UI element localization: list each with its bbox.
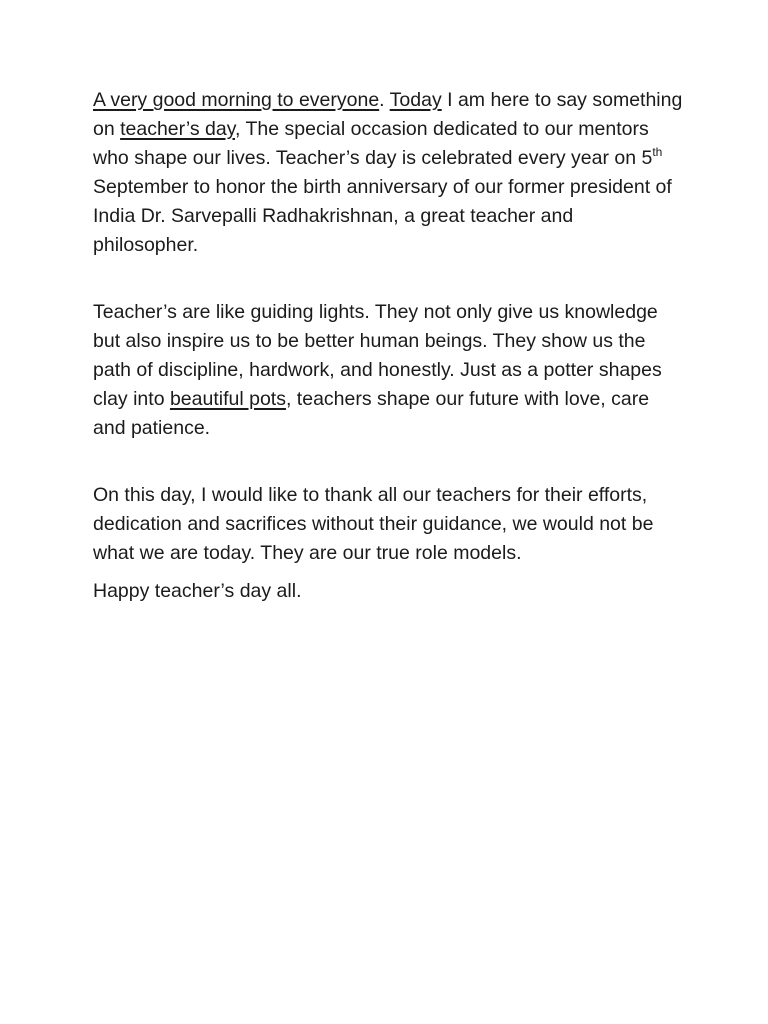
paragraph-closing <box>93 577 683 606</box>
guiding-text-b: , teachers shape our future with love, care and patience. <box>93 388 650 439</box>
thanks-text: On this day, I would like to thank all our teachers for their efforts, dedication and sacrifices without their guidance, we would not be what we are today. They are our true role models. <box>93 484 654 564</box>
date-superscript: th <box>652 144 663 159</box>
underlined-greeting: A very good morning to everyone <box>93 89 380 111</box>
greeting-punctuation: . <box>379 89 390 111</box>
intro-text-a: I am here to say something on <box>93 89 683 140</box>
underlined-today: Today <box>389 89 442 111</box>
paragraph-intro <box>93 86 683 260</box>
guiding-text-a: Teacher’s are like guiding lights. They not only give us knowledge but also inspire us to be better human beings. They show us the path of discipline, hardwork, and honestly. Just as a potter shapes clay into <box>93 301 662 410</box>
document-body <box>93 86 683 606</box>
underlined-beautiful-pots: beautiful pots <box>169 388 286 410</box>
paragraph-thanks <box>93 481 683 568</box>
intro-text-c: September to honor the birth anniversary of our former president of India Dr. Sarvepalli Radhakrishnan, a great teacher and philosopher. <box>93 176 672 256</box>
intro-text-b: , The special occasion dedicated to our mentors who shape our lives. Teacher’s day is celebrated every year on 5 <box>93 118 653 169</box>
underlined-teachers-day: teacher’s day <box>120 118 236 140</box>
paragraph-guiding-lights <box>93 298 683 443</box>
closing-text: Happy teacher’s day all. <box>93 580 302 602</box>
